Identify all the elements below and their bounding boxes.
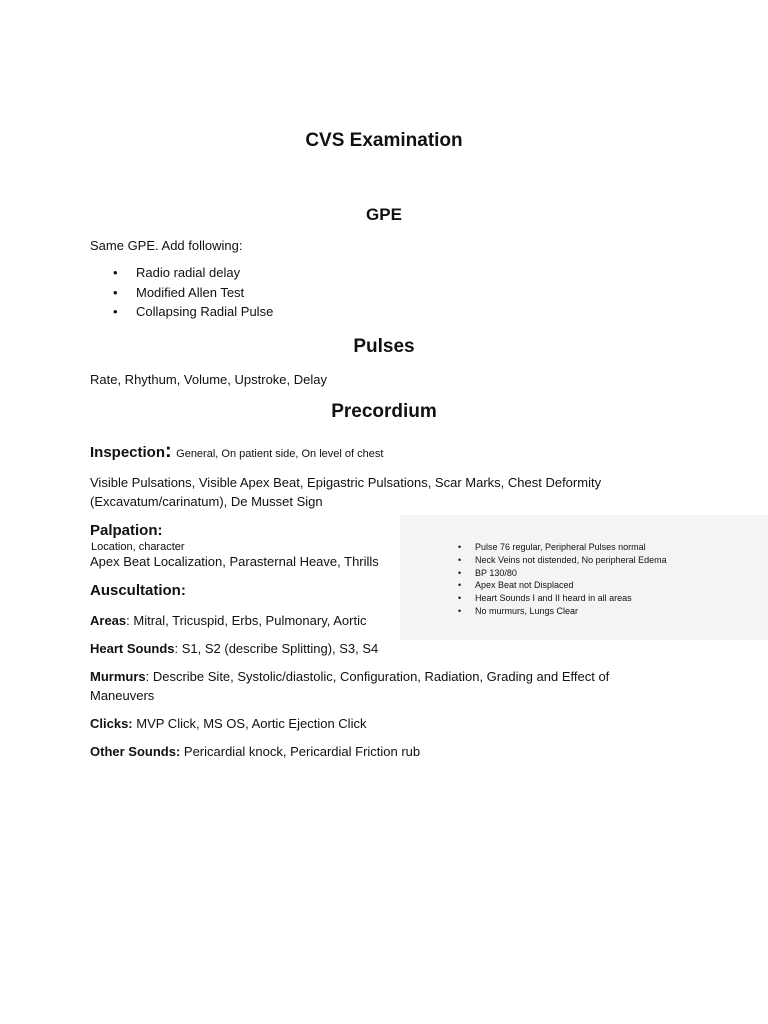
list-item: • Pulse 76 regular, Peripheral Pulses normal (458, 542, 646, 552)
bullet-icon: • (113, 284, 118, 300)
palpation-text: Apex Beat Localization, Parasternal Heave, Thrills (90, 554, 379, 569)
gpe-list (90, 263, 273, 322)
list-item: • Apex Beat not Displaced (458, 580, 574, 591)
palpation-label: Palpation: (90, 522, 163, 539)
murmurs-row: Murmurs: Describe Site, Systolic/diastolic, Configuration, Radiation, Grading and Effect of (90, 669, 610, 684)
auscultation-label: Auscultation: (90, 582, 186, 599)
inspection-note: General, On patient side, On level of chest (176, 448, 384, 460)
pulses-text: Rate, Rhythum, Volume, Upstroke, Delay (90, 372, 327, 387)
gpe-heading: GPE (366, 205, 402, 224)
inspection-colon: : (165, 440, 172, 462)
bullet-icon: • (458, 542, 462, 552)
list-item: • No murmurs, Lungs Clear (458, 605, 579, 616)
bullet-icon: • (113, 265, 118, 280)
areas-row: Areas: Mitral, Tricuspid, Erbs, Pulmonary, Aortic (90, 613, 367, 628)
list-item: • Collapsing Radial Pulse (90, 302, 273, 322)
findings-list (458, 541, 667, 618)
bullet-icon: • (113, 304, 118, 320)
palpation-note: Location, character (91, 541, 185, 553)
list-item: • Neck Veins not distended, No peripheral Edema (458, 554, 667, 565)
bullet-icon: • (458, 593, 462, 604)
murmurs-row-continued: Maneuvers (90, 688, 155, 703)
bullet-icon: • (458, 554, 462, 565)
clicks-row: Clicks: MVP Click, MS OS, Aortic Ejection Click (90, 716, 367, 731)
bullet-icon: • (458, 605, 462, 616)
other-sounds-row: Other Sounds: Pericardial knock, Pericardial Friction rub (90, 744, 421, 759)
inspection-row (90, 440, 383, 463)
list-item: • Radio radial delay (90, 263, 273, 283)
precordium-heading: Precordium (331, 401, 437, 422)
document-title: CVS Examination (305, 130, 463, 151)
gpe-intro: Same GPE. Add following: (90, 238, 243, 253)
bullet-icon: • (458, 567, 462, 578)
inspection-text-line1: Visible Pulsations, Visible Apex Beat, Epigastric Pulsations, Scar Marks, Chest Deformity (90, 475, 602, 490)
list-item: • Heart Sounds I and II heard in all areas (458, 593, 632, 604)
list-item: • Modified Allen Test (90, 283, 273, 303)
inspection-text-line2: (Excavatum/carinatum), De Musset Sign (90, 494, 323, 509)
pulses-heading: Pulses (353, 336, 415, 357)
list-item: • BP 130/80 (458, 567, 517, 578)
bullet-icon: • (458, 580, 462, 591)
heart-sounds-row: Heart Sounds: S1, S2 (describe Splitting), S3, S4 (90, 641, 379, 656)
inspection-label: Inspection (90, 444, 166, 461)
